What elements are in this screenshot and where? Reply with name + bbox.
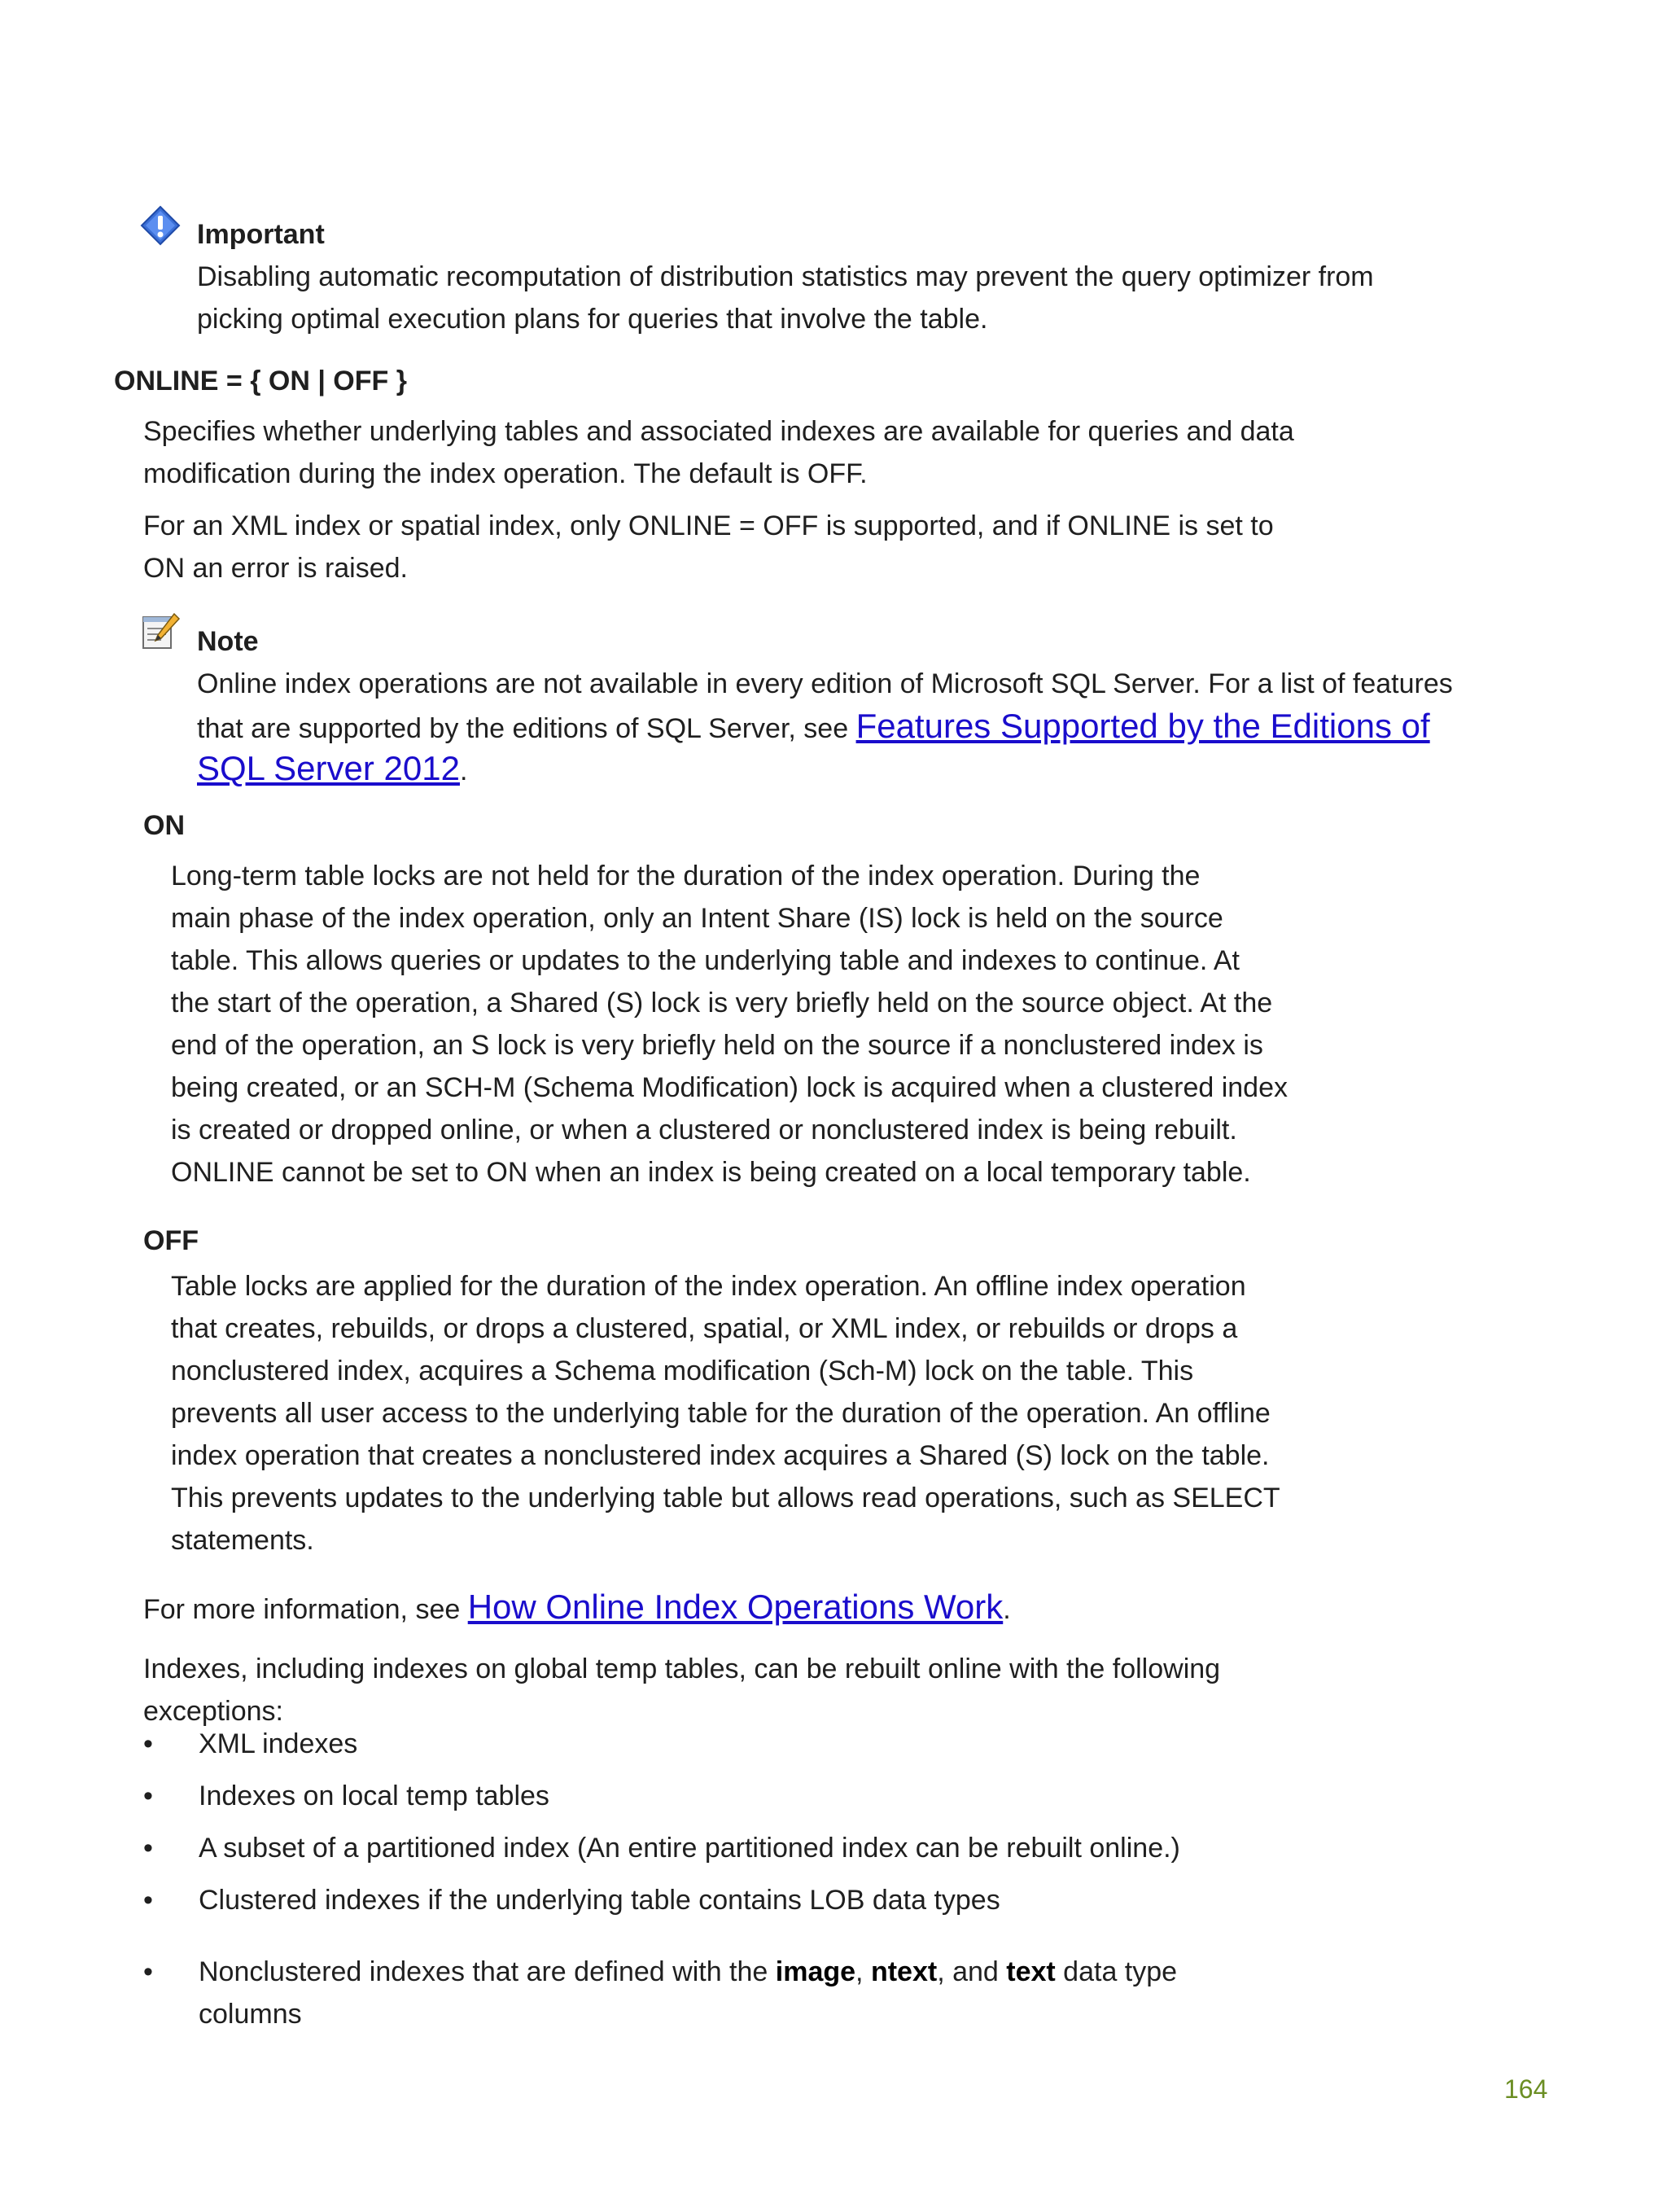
bullet-glyph: • (143, 1781, 153, 1811)
page-number: 164 (1504, 2074, 1548, 2104)
exceptions-intro-line-2: exceptions: (143, 1696, 283, 1727)
on-description-line: ONLINE cannot be set to ON when an index is being created on a local temporary table. (171, 1157, 1251, 1188)
image-data-type: image (775, 1956, 856, 1987)
on-description-line: end of the operation, an S lock is very briefly held on the source if a nonclustered index is (171, 1030, 1263, 1061)
exceptions-intro-line-1: Indexes, including indexes on global temp tables, can be rebuilt online with the following (143, 1654, 1221, 1684)
off-description-line: statements. (171, 1525, 314, 1556)
note-text-line-3 (197, 747, 467, 792)
list-item-text: Clustered indexes if the underlying table contains LOB data types (199, 1885, 1000, 1916)
on-value-heading: ON (143, 810, 185, 841)
on-description-line: being created, or an SCH-M (Schema Modification) lock is acquired when a clustered index (171, 1072, 1288, 1103)
bullet-glyph: • (143, 1833, 153, 1864)
online-description-line-1: Specifies whether underlying tables and associated indexes are available for queries and data (143, 416, 1294, 447)
bullet-glyph: • (143, 1956, 153, 1987)
note-text-suffix: . (459, 756, 468, 786)
list-item-continuation: columns (199, 1999, 302, 2030)
off-description-line: This prevents updates to the underlying table but allows read operations, such as SELECT (171, 1483, 1280, 1513)
note-title: Note (197, 626, 259, 657)
important-text-line-2: picking optimal execution plans for queries that involve the table. (197, 304, 988, 335)
off-description-line: prevents all user access to the underlying table for the duration of the operation. An offline (171, 1398, 1271, 1429)
off-description-line: Table locks are applied for the duration of the index operation. An offline index operation (171, 1271, 1246, 1302)
more-information-line (143, 1586, 1011, 1631)
important-exclamation-icon (140, 205, 181, 246)
text-data-type: text (1006, 1956, 1056, 1987)
note-pad-pencil-icon (140, 611, 181, 651)
off-description-line: that creates, rebuilds, or drops a clustered, spatial, or XML index, or rebuilds or drops a (171, 1313, 1238, 1344)
on-description-line: table. This allows queries or updates to the underlying table and indexes to continue. At (171, 945, 1240, 976)
features-supported-link-part-1[interactable]: Features Supported by the Editions of (855, 707, 1430, 745)
list-item-text: Indexes on local temp tables (199, 1781, 549, 1811)
important-text-line-1: Disabling automatic recomputation of distribution statistics may prevent the query optimizer from (197, 261, 1374, 292)
xml-index-note-line-1: For an XML index or spatial index, only ONLINE = OFF is supported, and if ONLINE is set to (143, 510, 1274, 541)
more-info-suffix: . (1003, 1594, 1011, 1625)
list-item-text-prefix: Nonclustered indexes that are defined with the (199, 1956, 776, 1987)
list-item-text-suffix: data type (1055, 1956, 1178, 1987)
off-value-heading: OFF (143, 1225, 199, 1256)
on-description-line: is created or dropped online, or when a clustered or nonclustered index is being rebuilt. (171, 1115, 1237, 1145)
xml-index-note-line-2: ON an error is raised. (143, 553, 408, 584)
list-item-separator: , (855, 1956, 871, 1987)
important-title: Important (197, 219, 325, 250)
bullet-glyph: • (143, 1728, 153, 1759)
note-text-prefix: that are supported by the editions of SQL Server, see (197, 713, 856, 744)
more-info-prefix: For more information, see (143, 1594, 468, 1625)
list-item-text: XML indexes (199, 1728, 358, 1759)
on-description-line: main phase of the index operation, only an Intent Share (IS) lock is held on the source (171, 903, 1223, 934)
bullet-glyph: • (143, 1885, 153, 1916)
how-online-index-operations-work-link[interactable]: How Online Index Operations Work (467, 1588, 1004, 1626)
online-description-line-2: modification during the index operation. The default is OFF. (143, 458, 868, 489)
ntext-data-type: ntext (870, 1956, 938, 1987)
note-text-line-1: Online index operations are not available in every edition of Microsoft SQL Server. For a list of features (197, 668, 1453, 699)
online-option-heading: ONLINE = { ON | OFF } (114, 366, 407, 396)
list-item-separator: , and (937, 1956, 1007, 1987)
list-item-text (199, 1951, 1177, 1993)
off-description-line: index operation that creates a nonclustered index acquires a Shared (S) lock on the table. (171, 1440, 1270, 1471)
on-description-line: the start of the operation, a Shared (S) lock is very briefly held on the source object. At the (171, 988, 1273, 1018)
list-item-text: A subset of a partitioned index (An entire partitioned index can be rebuilt online.) (199, 1833, 1180, 1864)
note-text-line-2 (197, 705, 1430, 750)
off-description-line: nonclustered index, acquires a Schema modification (Sch-M) lock on the table. This (171, 1356, 1194, 1386)
on-description-line: Long-term table locks are not held for the duration of the index operation. During the (171, 861, 1201, 891)
features-supported-link-part-2[interactable]: SQL Server 2012 (197, 749, 460, 787)
